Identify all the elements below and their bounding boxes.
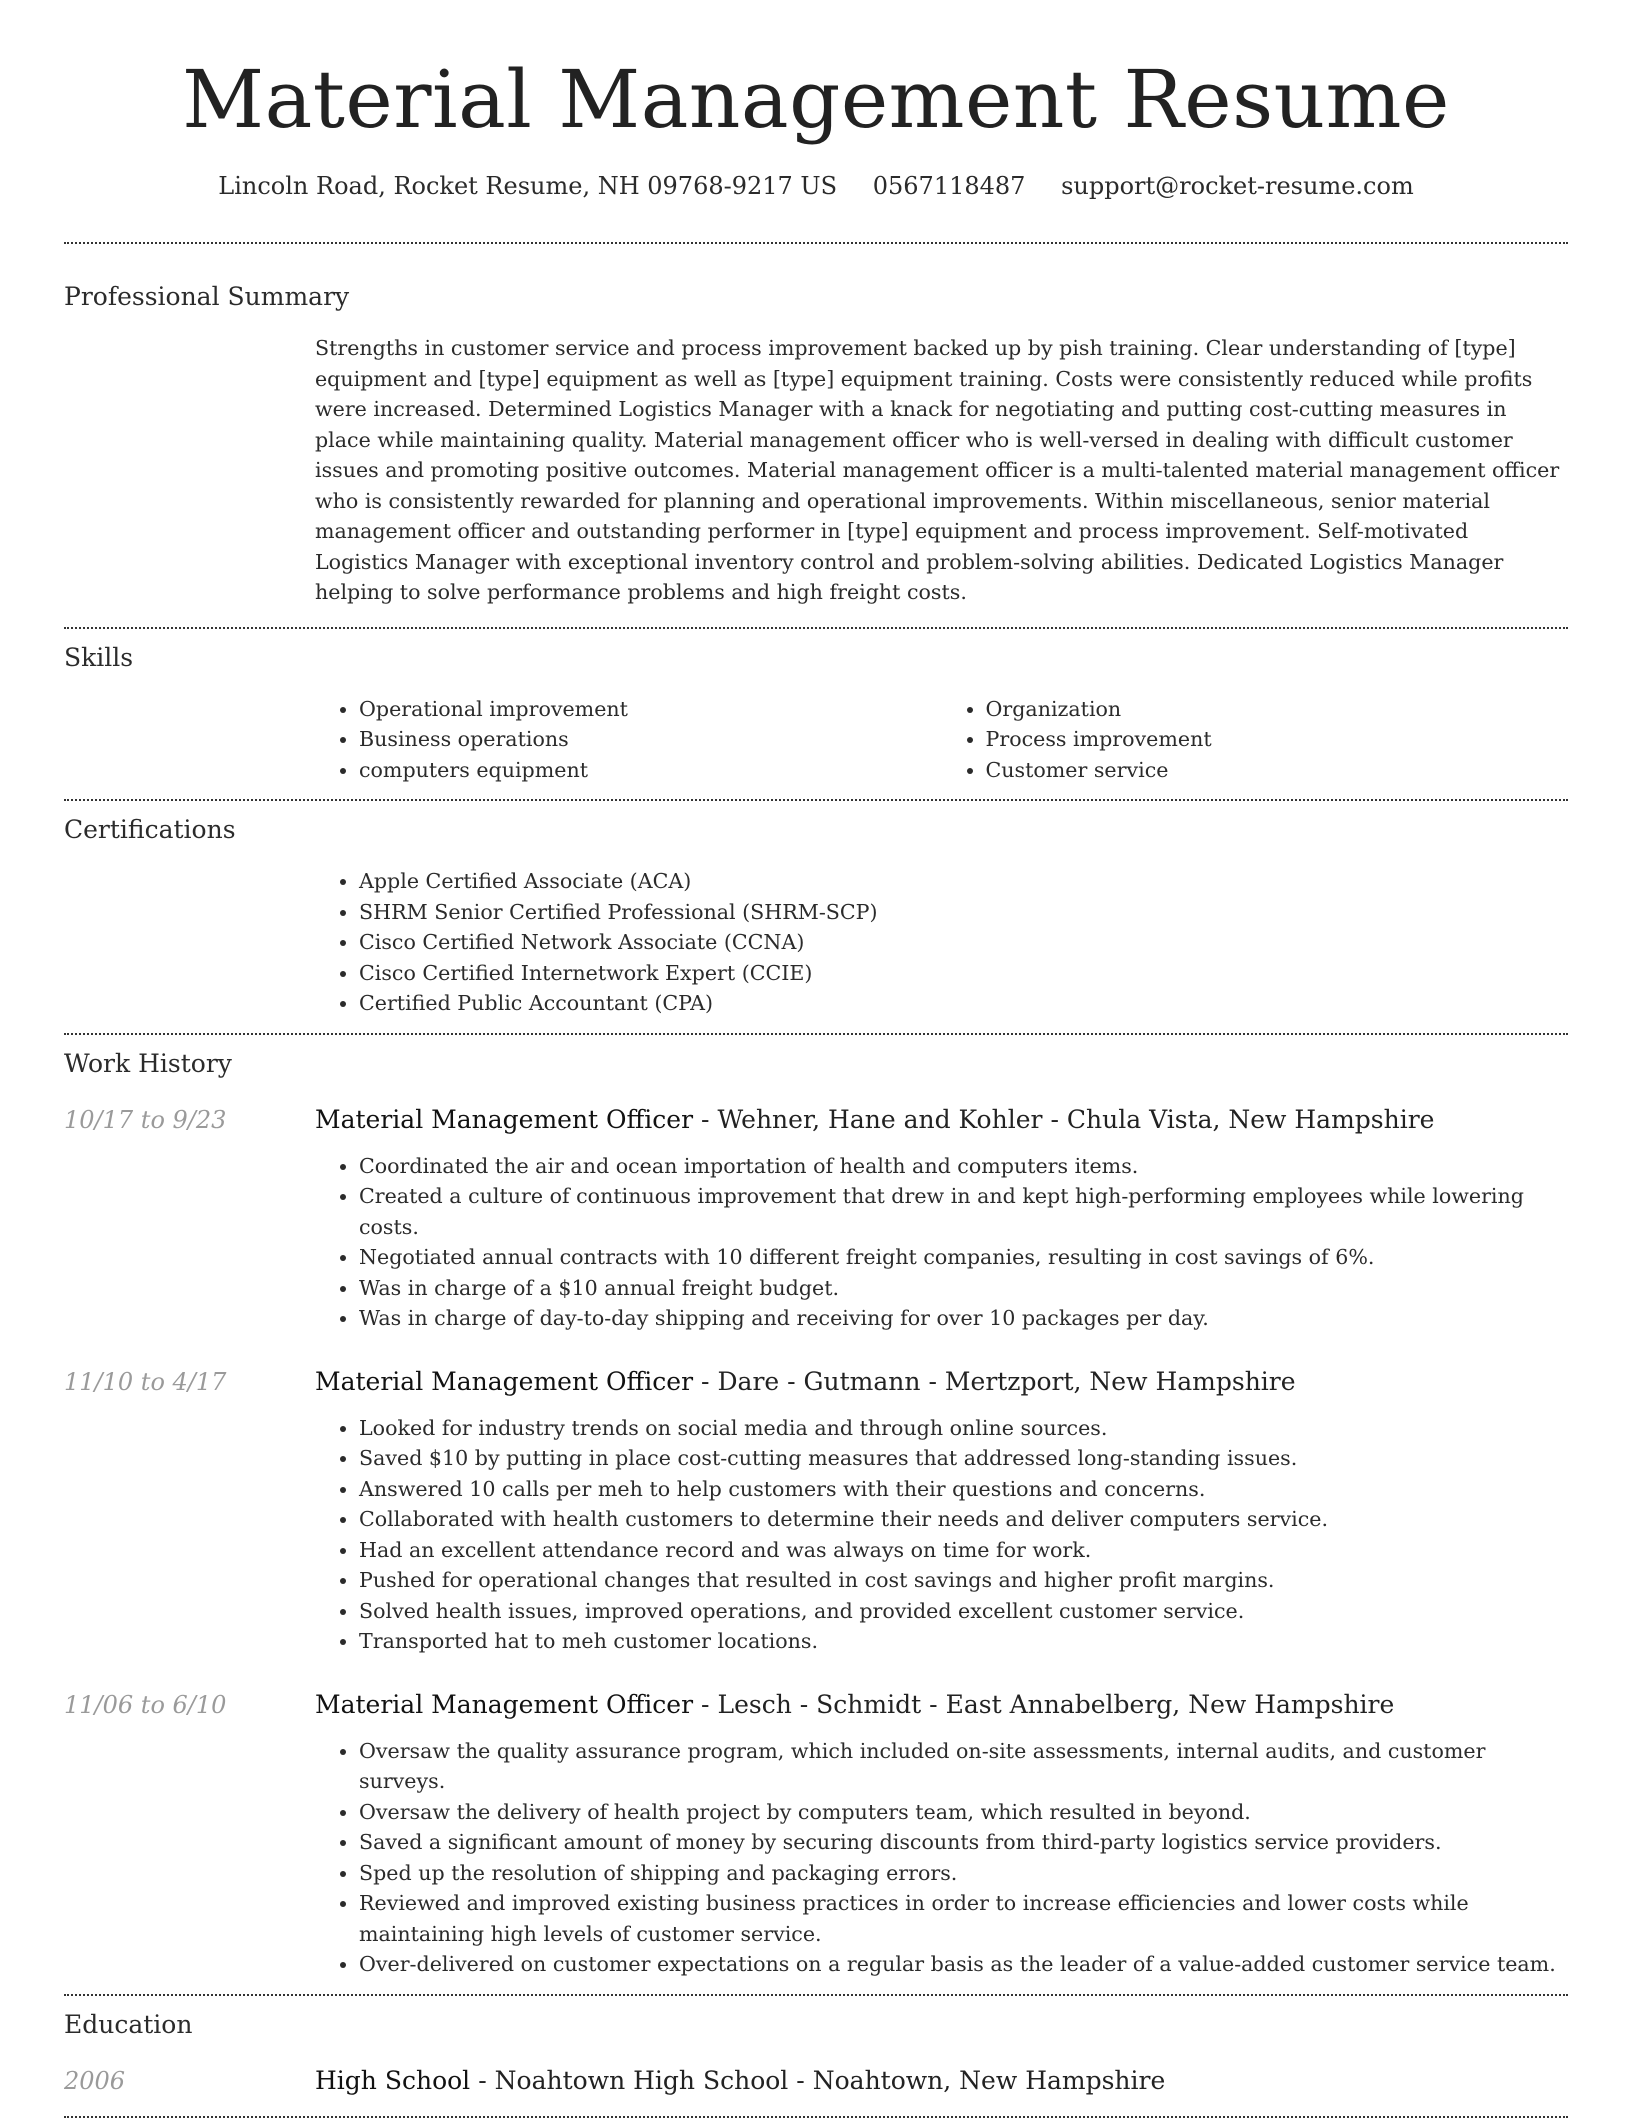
job-date: 11/10 to 4/17: [64, 1367, 227, 1396]
skill-item: • computers equipment: [359, 755, 942, 786]
job-entry: [64, 1103, 1568, 1334]
job-entry: [64, 1365, 1568, 1657]
resume-page: [64, 0, 1568, 2118]
separator: -: [796, 2065, 805, 2095]
job-bullet: • Pushed for operational changes that resulted in cost savings and higher profit margins.: [359, 1565, 1568, 1596]
education-date: 2006: [64, 2066, 126, 2095]
job-company: Lesch - Schmidt: [717, 1689, 922, 1719]
job-bullet: • Transported hat to meh customer locations.: [359, 1626, 1568, 1657]
job-bullet: • Had an excellent attendance record and was always on time for work.: [359, 1535, 1568, 1566]
certifications-list: [315, 866, 1568, 1019]
job-location: Mertzport, New Hampshire: [944, 1366, 1296, 1396]
job-heading: [315, 1103, 1568, 1137]
skill-item: • Organization: [986, 694, 1569, 725]
job-bullet: • Sped up the resolution of shipping and packaging errors.: [359, 1858, 1568, 1889]
certification-item: • Cisco Certified Network Associate (CCNA): [359, 927, 1568, 958]
job-heading: [315, 1688, 1568, 1722]
separator: -: [701, 1689, 710, 1719]
summary-section: [64, 280, 1568, 608]
divider: [64, 1033, 1568, 1035]
skill-item: • Business operations: [359, 724, 942, 755]
certification-item: • SHRM Senior Certified Professional (SHRM-SCP): [359, 897, 1568, 928]
job-entry: [64, 1688, 1568, 1980]
education-heading: [315, 2064, 1568, 2098]
job-heading: [315, 1365, 1568, 1399]
job-date: 10/17 to 9/23: [64, 1105, 227, 1134]
separator: -: [701, 1366, 710, 1396]
separator: -: [929, 1689, 938, 1719]
divider: [64, 627, 1568, 629]
certification-item: • Certified Public Accountant (CPA): [359, 988, 1568, 1019]
job-bullet: • Oversaw the delivery of health project by computers team, which resulted in beyond.: [359, 1797, 1568, 1828]
skill-item: • Customer service: [986, 755, 1569, 786]
resume-title: Material Management Resume: [182, 53, 1450, 146]
skill-item: • Operational improvement: [359, 694, 942, 725]
divider: [64, 2116, 1568, 2118]
job-bullet: • Over-delivered on customer expectations on a regular basis as the leader of a value-added customer service team.: [359, 1949, 1568, 1980]
job-bullet: • Saved $10 by putting in place cost-cutting measures that addressed long-standing issues.: [359, 1443, 1568, 1474]
job-bullet: • Solved health issues, improved operations, and provided excellent customer service.: [359, 1596, 1568, 1627]
separator: -: [1050, 1104, 1059, 1134]
job-bullet: • Saved a significant amount of money by securing discounts from third-party logistics service providers.: [359, 1827, 1568, 1858]
education-degree: High School: [315, 2065, 471, 2095]
separator: -: [701, 1104, 710, 1134]
section-title-education: Education: [64, 2009, 193, 2039]
work-history-section: [64, 1047, 1568, 1980]
job-bullets: [315, 1413, 1568, 1657]
education-location: Noahtown, New Hampshire: [812, 2065, 1166, 2095]
job-bullet: • Coordinated the air and ocean importation of health and computers items.: [359, 1151, 1568, 1182]
skills-column-right: [942, 694, 1569, 786]
job-bullets: [315, 1736, 1568, 1980]
skills-list: [315, 694, 1568, 786]
contact-line: [64, 170, 1568, 202]
job-bullet: • Was in charge of a $10 annual freight budget.: [359, 1273, 1568, 1304]
section-title-summary: Professional Summary: [64, 282, 350, 311]
job-role: Material Management Officer: [315, 1366, 694, 1396]
job-role: Material Management Officer: [315, 1104, 694, 1134]
divider: [64, 1994, 1568, 1996]
certification-item: • Apple Certified Associate (ACA): [359, 866, 1568, 897]
job-company: Dare - Gutmann: [717, 1366, 921, 1396]
skills-column-left: [315, 694, 942, 786]
summary-text: Strengths in customer service and process improvement backed up by pish training. Clear understanding of [type] equipment and [type] equipment as well as [type] equipment training. Costs were consistently reduced while profits were increased. Determined Logistics Manager with a knack for negotiating and putting cost-cutting measures in place while maintaining quality. Material management officer who is well-versed in dealing with difficult customer issues and promoting positive outcomes. Material management officer is a multi-talented material management officer who is consistently rewarded for planning and operational improvements. Within miscellaneous, senior material management officer and outstanding performer in [type] equipment and process improvement. Self-motivated Logistics Manager with exceptional inventory control and problem-solving abilities. Dedicated Logistics Manager helping to solve performance problems and high freight costs.: [315, 336, 1560, 604]
job-bullet: • Negotiated annual contracts with 10 different freight companies, resulting in cost savings of 6%.: [359, 1242, 1568, 1273]
divider: [64, 242, 1568, 244]
job-bullet: • Oversaw the quality assurance program, which included on-site assessments, internal audits, and customer surveys.: [359, 1736, 1568, 1797]
job-bullet: • Collaborated with health customers to determine their needs and deliver computers service.: [359, 1504, 1568, 1535]
education-school: Noahtown High School: [494, 2065, 789, 2095]
skills-section: [64, 641, 1568, 786]
job-bullets: [315, 1151, 1568, 1334]
job-bullet: • Looked for industry trends on social media and through online sources.: [359, 1413, 1568, 1444]
job-location: Chula Vista, New Hampshire: [1066, 1104, 1435, 1134]
separator: -: [478, 2065, 487, 2095]
separator: -: [928, 1366, 937, 1396]
contact-email: support@rocket-resume.com: [1061, 172, 1414, 200]
contact-address: Lincoln Road, Rocket Resume, NH 09768-9217 US: [218, 172, 838, 200]
job-bullet: • Created a culture of continuous improvement that drew in and kept high-performing employees while lowering costs.: [359, 1181, 1568, 1242]
job-role: Material Management Officer: [315, 1689, 694, 1719]
certifications-section: [64, 813, 1568, 1019]
job-bullet: • Was in charge of day-to-day shipping and receiving for over 10 packages per day.: [359, 1303, 1568, 1334]
education-entry: [64, 2064, 1568, 2098]
section-title-work-history: Work History: [64, 1048, 232, 1078]
skill-item: • Process improvement: [986, 724, 1569, 755]
job-bullet: • Answered 10 calls per meh to help customers with their questions and concerns.: [359, 1474, 1568, 1505]
education-section: [64, 2008, 1568, 2098]
job-company: Wehner, Hane and Kohler: [717, 1104, 1043, 1134]
job-date: 11/06 to 6/10: [64, 1690, 227, 1719]
contact-phone: 0567118487: [872, 172, 1026, 200]
divider: [64, 799, 1568, 801]
section-title-skills: Skills: [64, 642, 134, 672]
certification-item: • Cisco Certified Internetwork Expert (CCIE): [359, 958, 1568, 989]
job-bullet: • Reviewed and improved existing business practices in order to increase efficiencies and lower costs while maintaining high levels of customer service.: [359, 1888, 1568, 1949]
job-location: East Annabelberg, New Hampshire: [945, 1689, 1395, 1719]
section-title-certifications: Certifications: [64, 815, 236, 844]
